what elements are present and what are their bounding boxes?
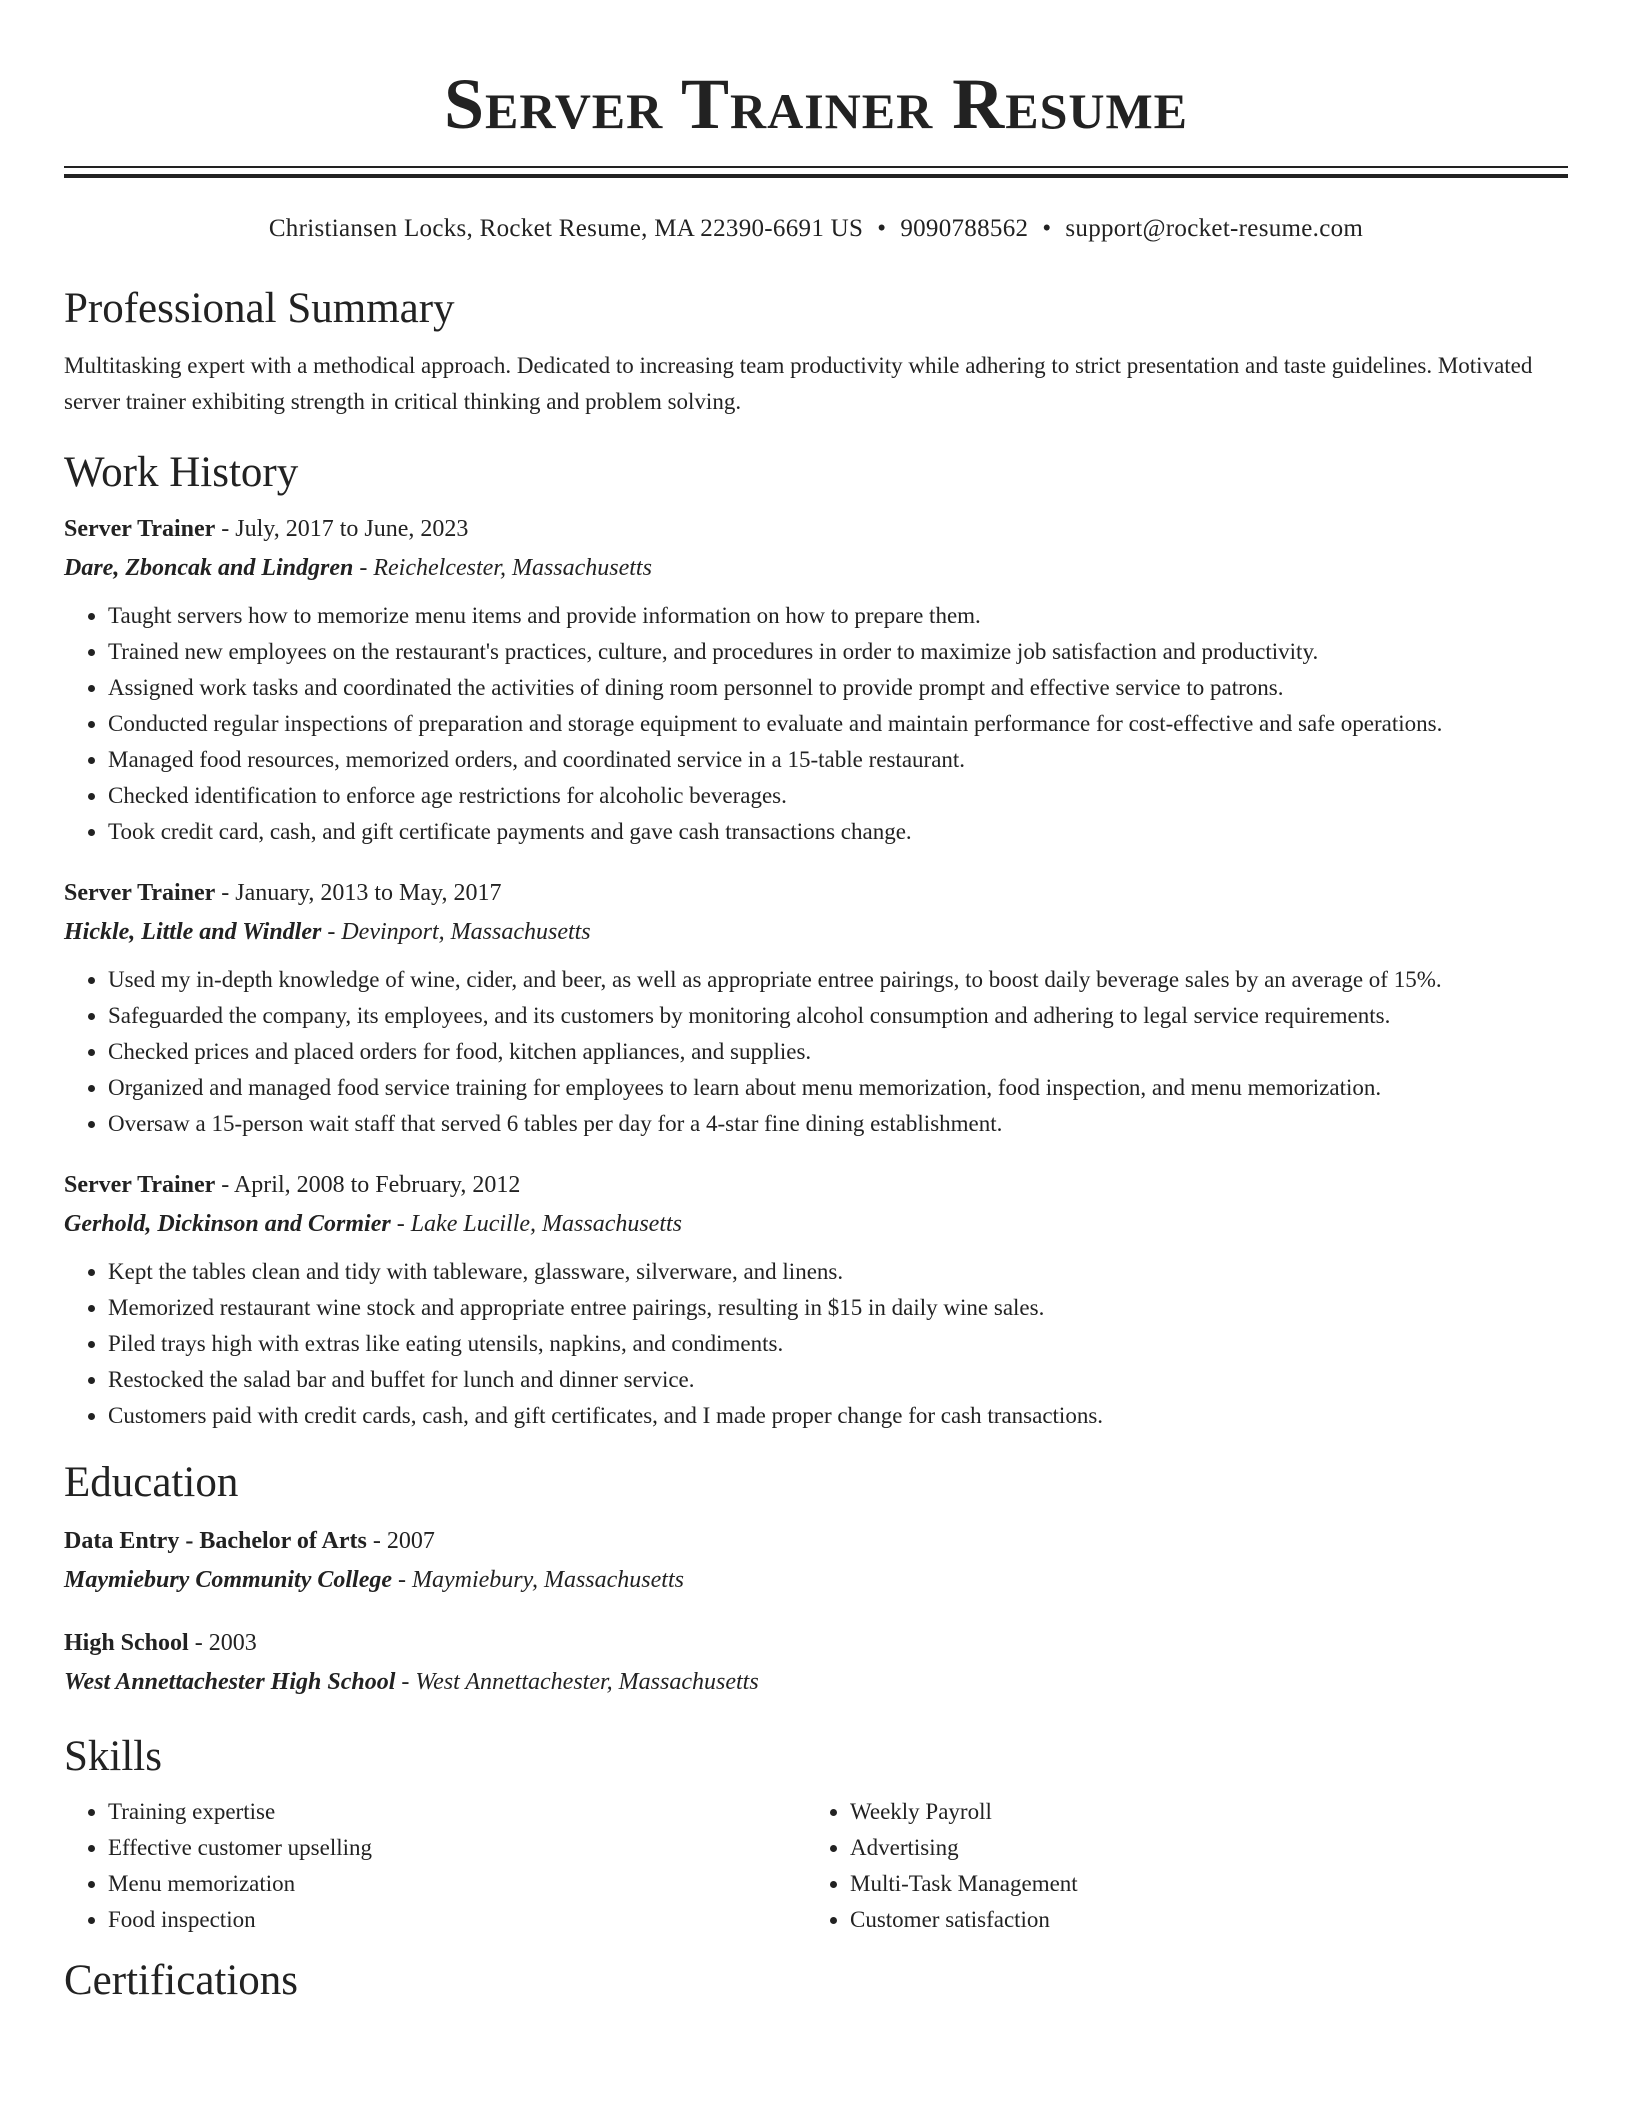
employer-location: - Lake Lucille, Massachusetts	[390, 1211, 683, 1237]
contact-address: Christiansen Locks, Rocket Resume, MA 22390-6691 US	[268, 215, 864, 242]
skill-item: • Advertising	[850, 1830, 1548, 1866]
list-item: • Safeguarded the company, its employees, and its customers by monitoring alcohol consumption and adhering to legal service requirements.	[108, 998, 1568, 1034]
school-name: West Annettachester High School	[64, 1669, 396, 1695]
list-item: • Conducted regular inspections of preparation and storage equipment to evaluate and maintain performance for cost-effective and safe operations.	[108, 706, 1568, 742]
job-title-line	[64, 874, 1568, 912]
school-name: Maymiebury Community College	[64, 1567, 392, 1593]
list-item: • Memorized restaurant wine stock and appropriate entree pairings, resulting in $15 in daily wine sales.	[108, 1290, 1568, 1326]
contact-phone: 9090788562	[900, 215, 1029, 242]
contact-separator: •	[877, 215, 887, 242]
degree-name: High School	[64, 1630, 189, 1656]
summary-text: Multitasking expert with a methodical approach. Dedicated to increasing team productivity while adhering to strict presentation and taste guidelines. Motivated server trainer exhibiting strength in critical thinking and problem solving.	[64, 353, 1533, 414]
school-line	[64, 1560, 1568, 1600]
job-title-line	[64, 1166, 1568, 1204]
job-dates: - July, 2017 to June, 2023	[215, 516, 469, 542]
job-title: Server Trainer	[64, 880, 216, 906]
graduation-year: - 2003	[188, 1630, 257, 1656]
school-location: - Maymiebury, Massachusetts	[392, 1567, 684, 1593]
contact-line	[64, 212, 1568, 246]
skill-item: • Customer satisfaction	[850, 1902, 1548, 1938]
list-item: • Trained new employees on the restaurant's practices, culture, and procedures in order to maximize job satisfaction and productivity.	[108, 634, 1568, 670]
education-entry	[64, 1624, 1568, 1702]
employer-line	[64, 1204, 1568, 1244]
job-entry	[64, 1166, 1568, 1434]
contact-separator: •	[1042, 215, 1052, 242]
skills-grid	[64, 1794, 1568, 1938]
list-item: • Oversaw a 15-person wait staff that served 6 tables per day for a 4-star fine dining establishment.	[108, 1106, 1568, 1142]
employer-line	[64, 548, 1568, 588]
graduation-year: - 2007	[366, 1528, 435, 1554]
job-dates: - January, 2013 to May, 2017	[215, 880, 502, 906]
employer-name: Dare, Zboncak and Lindgren	[64, 555, 354, 581]
title-divider-thin	[64, 166, 1568, 168]
list-item: • Piled trays high with extras like eating utensils, napkins, and condiments.	[108, 1326, 1568, 1362]
list-item: • Kept the tables clean and tidy with tableware, glassware, silverware, and linens.	[108, 1254, 1568, 1290]
skills-list	[64, 1794, 806, 1938]
list-item: • Managed food resources, memorized orders, and coordinated service in a 15-table restaurant.	[108, 742, 1568, 778]
skill-item: • Training expertise	[108, 1794, 806, 1830]
employer-name: Gerhold, Dickinson and Cormier	[64, 1211, 391, 1237]
list-item: • Assigned work tasks and coordinated the activities of dining room personnel to provide prompt and effective service to patrons.	[108, 670, 1568, 706]
skill-item: • Effective customer upselling	[108, 1830, 806, 1866]
employer-line	[64, 912, 1568, 952]
list-item: • Taught servers how to memorize menu items and provide information on how to prepare them.	[108, 598, 1568, 634]
job-bullets	[64, 1254, 1568, 1434]
skill-item: • Multi-Task Management	[850, 1866, 1548, 1902]
list-item: • Took credit card, cash, and gift certificate payments and gave cash transactions change.	[108, 814, 1568, 850]
list-item: • Used my in-depth knowledge of wine, cider, and beer, as well as appropriate entree pairings, to boost daily beverage sales by an average of 15%.	[108, 962, 1568, 998]
job-entry	[64, 510, 1568, 850]
school-location: - West Annettachester, Massachusetts	[395, 1669, 759, 1695]
job-bullets	[64, 962, 1568, 1142]
employer-name: Hickle, Little and Windler	[64, 919, 322, 945]
employer-location: - Reichelcester, Massachusetts	[353, 555, 652, 581]
list-item: • Checked identification to enforce age restrictions for alcoholic beverages.	[108, 778, 1568, 814]
employer-location: - Devinport, Massachusetts	[321, 919, 591, 945]
skills-column-right	[806, 1794, 1548, 1938]
list-item: • Customers paid with credit cards, cash, and gift certificates, and I made proper change for cash transactions.	[108, 1398, 1568, 1434]
summary-heading: Professional Summary	[64, 285, 455, 332]
job-dates: - April, 2008 to February, 2012	[215, 1172, 521, 1198]
degree-line	[64, 1624, 1568, 1662]
job-title: Server Trainer	[64, 516, 216, 542]
degree-line	[64, 1522, 1568, 1560]
contact-email: support@rocket-resume.com	[1065, 215, 1364, 242]
list-item: • Restocked the salad bar and buffet for lunch and dinner service.	[108, 1362, 1568, 1398]
skill-item: • Weekly Payroll	[850, 1794, 1548, 1830]
list-item: • Checked prices and placed orders for food, kitchen appliances, and supplies.	[108, 1034, 1568, 1070]
resume-title: Server Trainer Resume	[443, 64, 1189, 144]
degree-name: Data Entry - Bachelor of Arts	[64, 1528, 367, 1554]
title-divider-thick	[64, 174, 1568, 178]
skills-heading: Skills	[64, 1733, 162, 1780]
education-heading: Education	[64, 1459, 239, 1506]
list-item: • Organized and managed food service training for employees to learn about menu memorization, food inspection, and menu memorization.	[108, 1070, 1568, 1106]
certifications-heading: Certifications	[64, 1957, 299, 2004]
job-entry	[64, 874, 1568, 1142]
skills-list	[806, 1794, 1548, 1938]
job-title: Server Trainer	[64, 1172, 216, 1198]
job-title-line	[64, 510, 1568, 548]
skill-item: • Food inspection	[108, 1902, 806, 1938]
education-entry	[64, 1522, 1568, 1600]
job-bullets	[64, 598, 1568, 850]
skills-column-left	[64, 1794, 806, 1938]
school-line	[64, 1662, 1568, 1702]
skill-item: • Menu memorization	[108, 1866, 806, 1902]
work-history-heading: Work History	[64, 449, 299, 496]
